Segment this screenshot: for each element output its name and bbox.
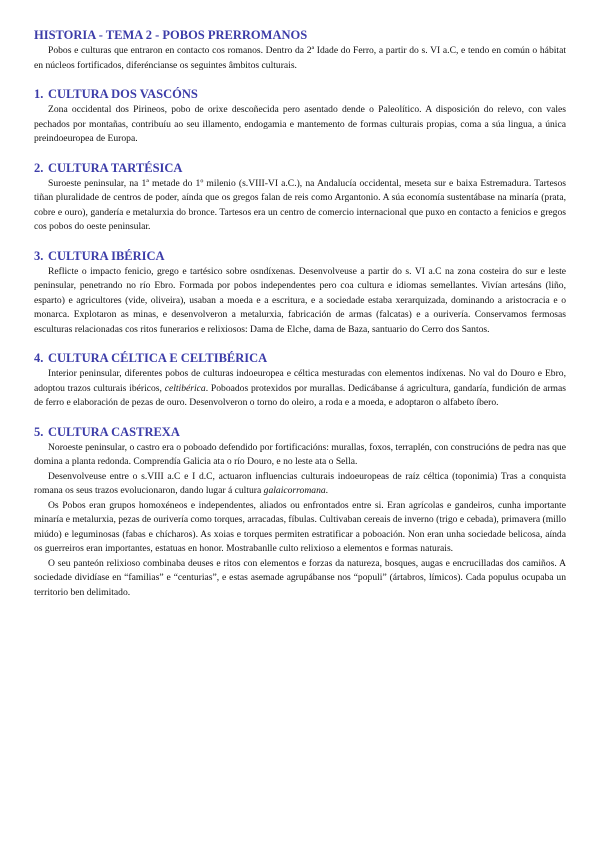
section-tartesica xyxy=(34,160,566,235)
section-paragraph: O seu panteón relixioso combinaba deuses e ritos con elementos e forzas da natureza, bosques, augas e encrucilladas dos camiños. A sociedade dividíase en “familias” e “centurias”, e estas asemade agrupábanse nos “populi” (ártabros, límicos). Cada populus ocupaba un territorio ben delimitado. xyxy=(34,557,566,598)
section-number: 5. xyxy=(34,424,44,439)
section-title: CULTURA CASTREXA xyxy=(48,424,180,439)
section-heading xyxy=(34,350,566,366)
section-title: CULTURA CÉLTICA E CELTIBÉRICA xyxy=(48,351,268,365)
section-title: CULTURA IBÉRICA xyxy=(48,248,165,263)
section-paragraph: Reflicte o impacto fenicio, grego e tartésico sobre osndíxenas. Desenvolveuse a partir do s. VI a.C na zona costeira do sur e leste peninsular, penetrando no río Ebro. Formada por pobos independentes pero coa cultura e idiomas semellantes. Vivían artesáns (liño, esparto) e agricultores (vide, oliveira), usaban a moeda e a escritura, e a sociedade estaba xerarquizada, dominando a aristocracia e o monarca. Explotaron as minas, e desenvolveron a metalurxia, fabricación de armas (falcatas) e a ourivería. Conservamos fermosas esculturas relacionadas cos ritos funerarios e relixiosos: Dama de Elche, dama de Baza, santuario do Cerro dos Santos. xyxy=(34,265,566,335)
section-heading xyxy=(34,86,566,102)
section-number: 1. xyxy=(34,87,44,101)
section-paragraph: Zona occidental dos Pirineos, pobo de orixe descoñecida pero asentado dende o Paleolítico. A disposición do relevo, con vales pechados por montañas, contribuíu ao seu illamento, endogamia e mantemento de formas culturais propias, coma a súa lingua, a única preindoeuropea de Europa. xyxy=(34,104,566,144)
section-title: CULTURA TARTÉSICA xyxy=(48,160,183,175)
intro-paragraph: Pobos e culturas que entraron en contacto cos romanos. Dentro da 2ª Idade do Ferro, a partir do s. VI a.C, e tendo en común o hábitat en núcleos fortificados, diferéncianse os seguintes âmbitos culturais. xyxy=(34,45,566,71)
section-iberica xyxy=(34,248,566,338)
section-paragraph: Os Pobos eran grupos homoxéneos e independentes, aliados ou enfrontados entre si. Eran agrícolas e gandeiros, cunha importante minaría e metalurxia, pezas de ourivería como torques, arracadas, fíbulas. Cultivaban cereais de inverno (trigo e cebada), primavera (millo miúdo) e leguminosas (fabas e chícharos). As xoias e torques permiten estratificar a poboación. Non eran unha sociedade belicosa, aínda os guerreiros eran importantes, estatuas en honor. Mostrabanlle culto relixioso a elementos e formas naturais. xyxy=(34,499,566,554)
section-paragraph: Desenvolveuse entre o s.VIII a.C e I d.C, actuaron influencias culturais indoeuropeas de raíz céltica (toponimia) Tras a conquista romana os seus trazos evolucionaron, dando lugar á cultura galaicorromana. xyxy=(34,470,566,496)
section-number: 3. xyxy=(34,248,44,263)
section-celtica xyxy=(34,350,566,411)
section-vascons xyxy=(34,86,566,147)
section-castrexa xyxy=(34,424,566,601)
document-title: HISTORIA - TEMA 2 - POBOS PRERROMANOS xyxy=(34,28,308,42)
section-number: 4. xyxy=(34,351,44,365)
section-heading xyxy=(34,160,566,176)
section-number: 2. xyxy=(34,160,44,175)
section-heading xyxy=(34,248,566,264)
section-paragraph: Interior peninsular, diferentes pobos de culturas indoeuropea e céltica mesturadas con elementos indíxenas. No val do Douro e Ebro, adoptou trazos culturais ibéricos, celtibérica. Poboados protexidos por murallas. Dedicábanse á agricultura, gandaría, fundición de armas de ferro e elaboración de pezas de ouro. Desenvolveron o torno do oleiro, a roda e a moeda, e adoptaron o alfabeto íbero. xyxy=(34,368,567,408)
section-title: CULTURA DOS VASCÓNS xyxy=(48,87,198,101)
section-heading xyxy=(34,424,566,440)
section-paragraph: Noroeste peninsular, o castro era o poboado defendido por fortificacións: murallas, foxos, terraplén, con construcións de pedra nas que domina a planta redonda. Comprendía Galicia ata o río Douro, e no leste ata o Sella. xyxy=(34,441,566,467)
section-paragraph: Suroeste peninsular, na 1ª metade do 1º milenio (s.VIII-VI a.C.), na Andalucía occidental, meseta sur e baixa Estremadura. Tartesos tiñan pluralidade de centros de poder, aínda que os gregos falan de reis como Argantonio. A súa economía sustentábase na minaría (prata, cobre e ouro), gandería e metalurxia do bronce. Tartesos era un centro de comercio internacional que puxo en contacto a fenicios e gregos cos pobos do oeste peninsular. xyxy=(34,177,566,232)
